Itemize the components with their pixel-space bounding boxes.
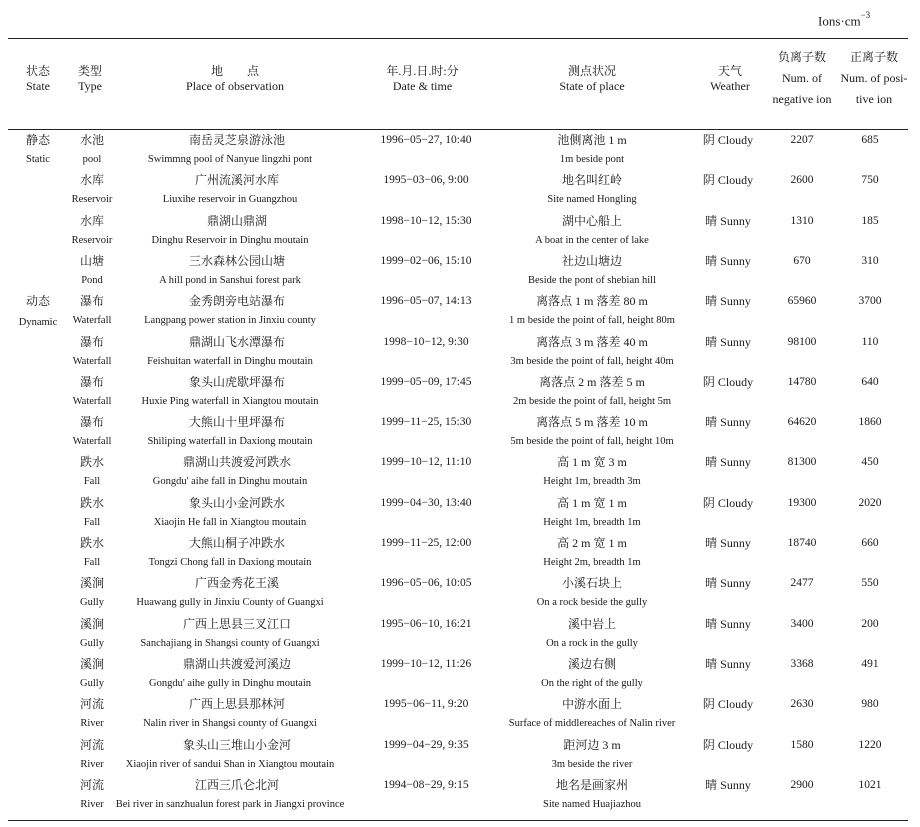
header-date-zh: 年.月.日.时:分 [386,64,459,78]
cell-pos: 750 [861,174,879,187]
cell-type-en: Waterfall [72,436,112,448]
cell-neg: 670 [793,254,811,267]
cell-date: 1999−04−29, 9:35 [383,738,469,751]
cell-type-en: Waterfall [72,355,112,367]
cell-weather: 晴 Sunny [705,576,751,591]
cell-type-zh: 水池 [79,133,105,147]
cell-neg: 65960 [787,295,817,308]
cell-place-zh: 江西三爪仑北河 [194,777,280,792]
cell-pos: 1220 [858,738,882,751]
state-static-en: Static [26,154,50,165]
cell-cond-zh: 池侧离池 1 m [557,133,627,147]
cell-pos: 980 [861,698,879,711]
header-type-zh: 类型 [77,64,102,78]
cell-cond-zh: 中游水面上 [561,697,623,712]
cell-type-zh: 溪涧 [79,616,105,631]
state-dynamic-en: Dynamic [18,317,58,328]
cell-pos: 200 [861,617,879,630]
cell-pos: 450 [861,456,879,469]
cell-neg: 98100 [787,335,817,348]
cell-place-en: Swimmng pool of Nanyue lingzhi pont [147,154,313,165]
cell-cond-en: 1m beside pont [559,154,625,165]
cell-weather: 阴 Cloudy [702,133,754,147]
cell-date: 1999−02−06, 15:10 [380,254,472,267]
cell-pos: 685 [861,134,879,146]
cell-place-en: Liuxihe reservoir in Guangzhou [162,194,298,206]
header-negative [764,50,840,107]
header-neg-en1: Num. of [782,71,822,85]
header-cond-en: State of place [559,79,625,93]
cell-cond-en: Beside the pont of shebian hill [527,274,657,286]
header-pos-en2: tive ion [855,92,893,106]
cell-pos: 3700 [858,295,882,308]
cell-cond-zh: 湖中心船上 [561,213,623,228]
cell-type-zh: 跌水 [79,455,105,470]
header-state-zh: 状态 [25,64,50,78]
header-cond-zh: 测点状况 [567,64,616,78]
cell-place-zh: 广州流溪河水库 [194,173,280,188]
cell-neg: 18740 [787,537,817,549]
cell-cond-en: 2m beside the point of fall, height 5m [512,395,672,407]
cell-date: 1996−05−06, 10:05 [380,577,472,590]
header-pos-zh: 正离子数 [849,50,898,64]
cell-neg: 64620 [787,416,817,429]
cell-cond-zh: 高 2 m 宽 1 m [557,536,627,550]
cell-type-en: pool [82,154,102,165]
cell-weather: 阴 Cloudy [702,737,754,752]
units-label [818,12,870,29]
header-state [18,64,58,94]
cell-place-zh: 南岳灵芝泉游泳池 [188,133,286,147]
cell-type-en: Waterfall [72,315,112,327]
cell-type-en: River [80,798,104,810]
cell-type-zh: 瀑布 [79,334,105,349]
cell-date: 1999−11−25, 15:30 [380,416,472,429]
cell-date: 1999−05−09, 17:45 [380,375,472,388]
cell-place-zh: 象头山虎歇坪瀑布 [188,374,286,389]
cell-place-en: Xiaojin river of sandui Shan in Xiangtou moutain [125,758,335,770]
header-condition [532,64,652,94]
cell-place-en: Bei river in sanzhualun forest park in Jiangxi province [115,798,345,810]
cell-type-zh: 山塘 [79,253,105,268]
cell-place-en: Shiliping waterfall in Daxiong moutain [147,436,313,448]
cell-type-zh: 跌水 [79,536,105,550]
header-place-zh: 地 点 [210,64,259,78]
cell-date: 1996−05−07, 14:13 [380,295,472,308]
cell-date: 1994−08−29, 9:15 [383,778,469,791]
cell-place-zh: 金秀朗旁电站瀑布 [188,294,286,309]
cell-cond-zh: 离落点 5 m 落差 10 m [536,415,648,430]
cell-neg: 3368 [790,657,814,670]
cell-date: 1998−10−12, 9:30 [383,335,469,348]
cell-date: 1999−10−12, 11:10 [380,456,472,469]
cell-type-zh: 河流 [79,777,105,792]
cell-place-zh: 大熊山十里坪瀑布 [188,415,286,430]
cell-neg: 2207 [790,134,814,146]
cell-place-en: Gongdu' aihe fall in Dinghu moutain [152,476,308,488]
cell-weather: 阴 Cloudy [702,173,754,188]
cell-type-en: Gully [80,677,104,689]
cell-type-zh: 瀑布 [79,374,105,389]
cell-cond-zh: 溪中岩上 [567,616,617,631]
cell-cond-en: On a rock in the gully [546,637,638,649]
cell-type-en: River [80,718,104,730]
header-type-en: Type [78,79,102,93]
cell-cond-zh: 离落点 1 m 落差 80 m [536,294,648,309]
units-base: Ions·cm [818,13,861,29]
cell-cond-zh: 小溪石块上 [561,576,623,591]
cell-weather: 晴 Sunny [705,777,751,792]
cell-place-zh: 广西上思县那林河 [188,697,286,712]
cell-type-en: Reservoir [71,234,113,246]
header-neg-en2: negative ion [772,92,832,106]
cell-place-en: Huxie Ping waterfall in Xiangtou moutain [141,395,319,407]
cell-date: 1996−05−27, 10:40 [380,134,472,146]
cell-neg: 14780 [787,375,817,388]
cell-type-en: Reservoir [71,194,113,206]
cell-type-en: Gully [80,637,104,649]
cell-place-zh: 象头山三堆山小金河 [182,737,292,752]
cell-type-zh: 溪涧 [79,576,105,591]
cell-type-zh: 瀑布 [79,415,105,430]
cell-neg: 2477 [790,577,814,590]
cell-pos: 1021 [858,778,882,791]
header-weather-en: Weather [710,79,750,93]
cell-weather: 晴 Sunny [705,455,751,470]
cell-place-zh: 广西金秀花王溪 [194,576,280,591]
cell-place-zh: 广西上思县三叉江口 [182,616,292,631]
cell-date: 1999−04−30, 13:40 [380,496,472,509]
cell-type-en: Fall [83,516,101,528]
cell-place-zh: 鼎湖山飞水潭瀑布 [188,334,286,349]
cell-cond-zh: 地名是画家州 [555,777,629,792]
cell-cond-en: 1 m beside the point of fall, height 80m [509,315,675,327]
cell-cond-en: Height 2m, breadth 1m [543,557,641,568]
header-state-en: State [26,79,50,93]
cell-cond-en: 3m beside the river [551,758,633,770]
bottom-rule [8,820,908,821]
header-rule [8,129,908,130]
cell-cond-en: On the right of the gully [541,677,643,689]
cell-date: 1998−10−12, 15:30 [380,214,472,227]
cell-place-zh: 象头山小金河跌水 [188,495,286,510]
header-neg-zh: 负离子数 [777,50,826,64]
cell-date: 1995−06−10, 16:21 [380,617,472,630]
cell-type-en: Waterfall [72,395,112,407]
cell-date: 1999−11−25, 12:00 [380,537,472,549]
cell-place-zh: 鼎湖山共渡爱河溪边 [182,656,292,671]
cell-place-en: Langpang power station in Jinxiu county [144,315,316,327]
cell-weather: 阴 Cloudy [702,495,754,510]
cell-cond-en: Surface of middlereaches of Nalin river [508,718,676,730]
cell-cond-en: 3m beside the point of fall, height 40m [510,355,674,367]
cell-weather: 阴 Cloudy [702,374,754,389]
cell-pos: 660 [861,537,879,549]
cell-type-en: River [80,758,104,770]
cell-cond-en: Height 1m, breadth 1m [543,516,641,528]
cell-place-zh: 大熊山桐子冲跌水 [188,536,286,550]
cell-cond-en: A boat in the center of lake [535,234,649,246]
header-weather-zh: 天气 [717,64,742,78]
header-weather [700,64,760,94]
cell-type-zh: 水库 [79,213,105,228]
cell-neg: 19300 [787,496,817,509]
header-positive [836,50,912,107]
cell-cond-en: Height 1m, breadth 3m [543,476,641,488]
cell-pos: 550 [861,577,879,590]
cell-cond-en: Site named Huajiazhou [543,798,641,810]
state-dynamic-zh: 动态 [25,294,51,308]
cell-cond-en: On a rock beside the gully [536,597,648,609]
cell-neg: 2630 [790,698,814,711]
cell-place-en: Feishuitan waterfall in Dinghu moutain [147,355,313,367]
cell-cond-zh: 地名叫红岭 [561,173,623,188]
cell-weather: 晴 Sunny [705,253,751,268]
cell-pos: 110 [861,335,879,348]
cell-pos: 491 [861,657,879,670]
cell-place-en: Huawang gully in Jinxiu County of Guangxi [136,597,324,609]
header-type [70,64,110,94]
cell-type-zh: 水库 [79,173,105,188]
cell-place-en: A hill pond in Sanshui forest park [159,274,301,286]
cell-neg: 81300 [787,456,817,469]
cell-date: 1995−03−06, 9:00 [383,174,469,187]
cell-pos: 185 [861,214,879,227]
cell-cond-zh: 离落点 3 m 落差 40 m [536,334,648,349]
cell-cond-en: 5m beside the point of fall, height 10m [510,436,674,448]
cell-weather: 晴 Sunny [705,334,751,349]
header-date-en: Date & time [392,79,453,93]
cell-place-en: Tongzi Chong fall in Daxiong moutain [148,557,312,568]
cell-date: 1995−06−11, 9:20 [383,698,469,711]
cell-place-en: Gongdu' aihe gully in Dinghu moutain [148,677,312,689]
header-place [150,64,320,94]
cell-type-zh: 河流 [79,697,105,712]
cell-date: 1999−10−12, 11:26 [380,657,472,670]
cell-type-zh: 河流 [79,737,105,752]
cell-cond-zh: 离落点 2 m 落差 5 m [539,374,645,389]
cell-pos: 640 [861,375,879,388]
cell-type-en: Fall [83,476,101,488]
cell-weather: 阴 Cloudy [702,697,754,712]
cell-weather: 晴 Sunny [705,415,751,430]
cell-cond-zh: 溪边右侧 [567,656,617,671]
cell-cond-zh: 高 1 m 宽 1 m [557,495,627,510]
cell-neg: 2600 [790,174,814,187]
cell-pos: 1860 [858,416,882,429]
cell-place-en: Sanchajiang in Shangsi county of Guangxi [140,637,320,649]
cell-cond-zh: 距河边 3 m [563,737,621,752]
cell-type-zh: 跌水 [79,495,105,510]
cell-place-zh: 三水森林公园山塘 [188,253,286,268]
cell-weather: 晴 Sunny [705,213,751,228]
units-exponent: −3 [860,10,871,20]
cell-weather: 晴 Sunny [705,294,751,309]
cell-place-en: Dinghu Reservoir in Dinghu moutain [151,234,309,246]
cell-place-en: Nalin river in Shangsi county of Guangxi [143,718,317,730]
cell-neg: 2900 [790,778,814,791]
cell-type-en: Pond [81,274,103,286]
cell-cond-zh: 社边山塘边 [561,253,623,268]
cell-weather: 晴 Sunny [705,536,751,550]
cell-type-zh: 溪涧 [79,656,105,671]
header-place-en: Place of observation [186,79,284,93]
cell-neg: 3400 [790,617,814,630]
cell-place-zh: 鼎湖山共渡爱河跌水 [182,455,292,470]
header-date [360,64,485,94]
cell-type-en: Fall [83,557,101,568]
cell-place-en: Xiaojin He fall in Xiangtou moutain [153,516,307,528]
cell-neg: 1310 [790,214,814,227]
state-static-zh: 静态 [25,133,51,147]
cell-cond-zh: 高 1 m 宽 3 m [557,455,627,470]
cell-place-zh: 鼎湖山鼎湖 [206,213,268,228]
top-rule [8,38,908,39]
cell-pos: 310 [861,254,879,267]
cell-weather: 晴 Sunny [705,616,751,631]
cell-type-zh: 瀑布 [79,294,105,309]
cell-type-en: Gully [80,597,104,609]
cell-weather: 晴 Sunny [705,656,751,671]
header-pos-en1: Num. of posi- [840,71,908,85]
cell-pos: 2020 [858,496,882,509]
cell-cond-en: Site named Hongling [547,194,637,206]
cell-neg: 1580 [790,738,814,751]
